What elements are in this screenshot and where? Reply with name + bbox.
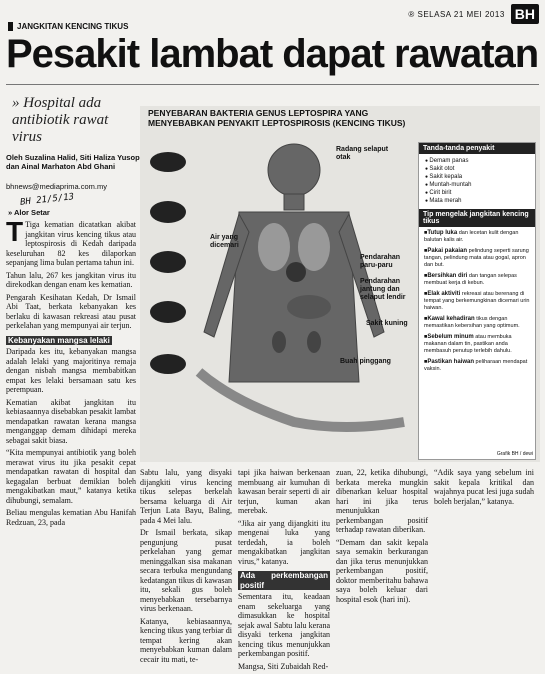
tip-item bbox=[424, 291, 530, 312]
symptom-item: ● Mata merah bbox=[425, 197, 529, 205]
tip-item bbox=[424, 334, 530, 355]
tip-head: Bersihkan diri bbox=[427, 273, 468, 279]
handwritten-note: BH 21/5/13 bbox=[19, 192, 75, 208]
tips-heading: Tip mengelak jangkitan kencing tikus bbox=[419, 209, 535, 227]
paragraph: Daripada kes itu, kebanyakan mangsa adalah lelaki yang majoritinya remaja dengan nisbah mangsa membabitkan empat kes lelaki bersamaan satu kes perempuan. bbox=[6, 347, 136, 394]
tip-body: rekreasi atau berenang di tempat yang berkemungkinan dicemari urin haiwan. bbox=[424, 291, 530, 311]
tip-body: tikus dengan memastikan kebersihan yang optimum. bbox=[424, 316, 520, 329]
paragraph: zuan, 22, ketika dihubungi, berkata mereka mungkin dibenarkan keluar hospital hari ini jika terus menunjukkan perkembangan positif terhadap rawatan diberikan. bbox=[336, 468, 428, 534]
tip-head: Tutup luka bbox=[427, 230, 458, 236]
paragraph: Pengarah Kesihatan Kedah, Dr Ismail Abi Taat, berkata kebanyakan kes berlaku di kawasan rekreasi atau pusat perkelahan yang mempunyai air terjun. bbox=[6, 292, 136, 330]
head bbox=[268, 144, 320, 196]
tip-head: Elak aktiviti bbox=[427, 291, 461, 297]
paragraph: Kematian akibat jangkitan itu kebiasaannya disebabkan pesakit lambat mendapatkan rawatan kerana mangsa menganggap demam dihidapi mereka sebagai sakit biasa. bbox=[6, 397, 136, 445]
column-4 bbox=[336, 468, 428, 607]
symptom-item: ● Sakit kepala bbox=[425, 173, 529, 181]
infographic bbox=[140, 106, 540, 462]
tip-body: peliharaan mendapat vaksin. bbox=[424, 359, 528, 372]
paragraph: Sabtu lalu, yang disyaki dijangkiti virus kencing tikus selepas berkelah bersama keluarga di Air Terjun Lata Bayu, Baling, pada 4 Mei lalu. bbox=[140, 468, 232, 525]
paragraph: “Kita mempunyai antibiotik yang boleh merawat virus itu jika pesakit cepat mendapatkan rawatan di hospital dan kegagalan berbuat demikian boleh mengakibatkan maut,” katanya ketika dihubungi, semalam. bbox=[6, 448, 136, 505]
tip-item bbox=[424, 248, 530, 269]
tips-list bbox=[419, 230, 535, 373]
lung-icon bbox=[258, 223, 290, 271]
paragraph: Mangsa, Siti Zubaidah Red- bbox=[238, 661, 329, 671]
paragraph: “Jika air yang dijangkiti itu mengenai luka yang terdedah, ia boleh mengakibatkan jangkitan virus,” katanya. bbox=[238, 518, 330, 566]
lung-icon bbox=[298, 223, 330, 271]
paragraph: Beliau mengulas kematian Abu Hanifah Redzuan, 23, pada bbox=[6, 508, 136, 527]
tip-body: dan tangan selepas membuat kerja di kebun. bbox=[424, 273, 517, 286]
pig-icon bbox=[150, 251, 186, 273]
label-brain: Radang selaput otak bbox=[336, 146, 389, 161]
dog-icon bbox=[150, 301, 186, 323]
label-water: Air yang dicemari bbox=[210, 234, 239, 249]
paragraph-text: Tiga kematian dicatatkan akibat jangkitan virus kencing tikus atau leptospirosis di Kedah daripada keseluruhan 82 kes dilaporkan sepanjang lima bulan pertama tahun ini. bbox=[6, 220, 136, 267]
rat-icon bbox=[150, 152, 186, 172]
tip-head: Kawal kehadiran bbox=[427, 316, 475, 322]
cow-icon bbox=[150, 201, 186, 223]
paragraph bbox=[6, 216, 136, 268]
symptom-item: ● Sakit otot bbox=[425, 165, 529, 173]
graphic-credit: Grafik BH / dewi bbox=[496, 451, 533, 457]
subhead: Ada perkembangan positif bbox=[240, 571, 328, 590]
symptom-item: ● Cirit birit bbox=[425, 189, 529, 197]
deck: » Hospital ada antibiotik rawat virus bbox=[12, 95, 109, 145]
tip-head: Pastikan haiwan bbox=[427, 359, 475, 365]
kidney-icon bbox=[307, 331, 321, 353]
info-panel bbox=[418, 142, 536, 460]
symptoms-heading: Tanda-tanda penyakit bbox=[419, 143, 535, 154]
tip-item bbox=[424, 273, 530, 287]
tip-item bbox=[424, 359, 530, 373]
tip-item bbox=[424, 316, 530, 330]
neck bbox=[284, 194, 304, 210]
headline: Pesakit lambat dapat rawatan bbox=[6, 32, 539, 76]
paragraph: Tahun lalu, 267 kes jangkitan virus itu direkodkan dengan enam kes kematian. bbox=[6, 270, 136, 289]
paragraph: “Adik saya yang sebelum ini sakit kepala kritikal dan wajahnya pucat lesi juga sudah boleh berjalan,” katanya. bbox=[434, 468, 534, 506]
animal-icons bbox=[150, 152, 186, 374]
symptom-item: ● Demam panas bbox=[425, 157, 529, 165]
column-2 bbox=[140, 468, 232, 667]
symptom-item: ● Muntah-muntah bbox=[425, 181, 529, 189]
paragraph: Katanya, kebiasaannya, kencing tikus yang terbiar di tempat kering akan menyebabkan kuman dalam cecair itu mati, te- bbox=[140, 616, 232, 664]
author-email: bhnews@mediaprima.com.my bbox=[6, 182, 107, 191]
paragraph: Sementara itu, keadaan enam sekeluarga yang dimasukkan ke hospital sejak awal Sabtu lalu kerana disyaki terkena jangkitan kencing tikus menunjukkan perkembangan positif. bbox=[238, 592, 330, 658]
infographic-title: PENYEBARAN BAKTERIA GENUS LEPTOSPIRA YANG MENYEBABKAN PENYAKIT LEPTOSPIROSIS (KENCING TIKUS) bbox=[148, 108, 406, 128]
column-1 bbox=[6, 216, 136, 530]
masthead bbox=[408, 4, 539, 24]
paragraph: Dr Ismail berkata, sikap pengunjung pusat perkelahan yang gemar meninggalkan sisa makanan secara terbuka mengundang kedatangan tikus di kawasan itu, sekali gus boleh menyebabkan tersebarnya virus berkenaan. bbox=[140, 528, 232, 613]
label-lung: Pendarahan paru-paru bbox=[360, 254, 401, 269]
paragraph: “Demam dan sakit kepala saya semakin berkurangan dan jika terus menunjukkan perkembangan positif, doktor memberitahu bahawa saya boleh keluar dari hospital esok (hari ini). bbox=[336, 537, 428, 604]
tip-body: pelindung seperti sarung tangan, pelindung mata atau gogal, apron dan but. bbox=[424, 248, 529, 268]
liver-icon bbox=[287, 295, 331, 319]
rat-icon bbox=[150, 354, 186, 374]
bh-logo: BH bbox=[511, 4, 539, 24]
tip-head: Sebelum minum bbox=[427, 334, 474, 340]
tip-head: Pakai pakaian bbox=[427, 248, 468, 254]
drop-cap: T bbox=[6, 216, 24, 247]
divider bbox=[6, 84, 539, 85]
label-heart: Pendarahan jantung dan selaput lendir bbox=[360, 278, 406, 301]
kidney-icon bbox=[272, 331, 286, 353]
tip-body: dan lecetan kulit dengan balutan kalis air. bbox=[424, 230, 519, 243]
paragraph: tapi jika haiwan berkenaan membuang air kumuhan di kawasan berair seperti di air terjun, kuman akan merebak. bbox=[238, 468, 330, 515]
label-liver: Sakit kuning bbox=[366, 320, 408, 327]
byline: Oleh Suzalina Halid, Siti Haliza Yusop dan Ainal Marhaton Abd Ghani bbox=[6, 153, 140, 171]
dateline-place: » Alor Setar bbox=[8, 208, 50, 217]
column-3 bbox=[238, 468, 330, 674]
tip-item bbox=[424, 230, 530, 244]
column-5 bbox=[434, 468, 534, 509]
section-kicker: JANGKITAN KENCING TIKUS bbox=[8, 22, 128, 31]
label-kidney: Buah pinggang bbox=[340, 358, 391, 365]
subhead: Kebanyakan mangsa lelaki bbox=[8, 335, 110, 345]
tip-body: atau membuka makanan dalam tin, pastikan anda membasuh penutup terlebih dahulu. bbox=[424, 334, 512, 354]
issue-date: ® SELASA 21 MEI 2013 bbox=[408, 9, 505, 19]
heart-icon bbox=[286, 262, 306, 282]
symptoms-list bbox=[419, 157, 535, 205]
